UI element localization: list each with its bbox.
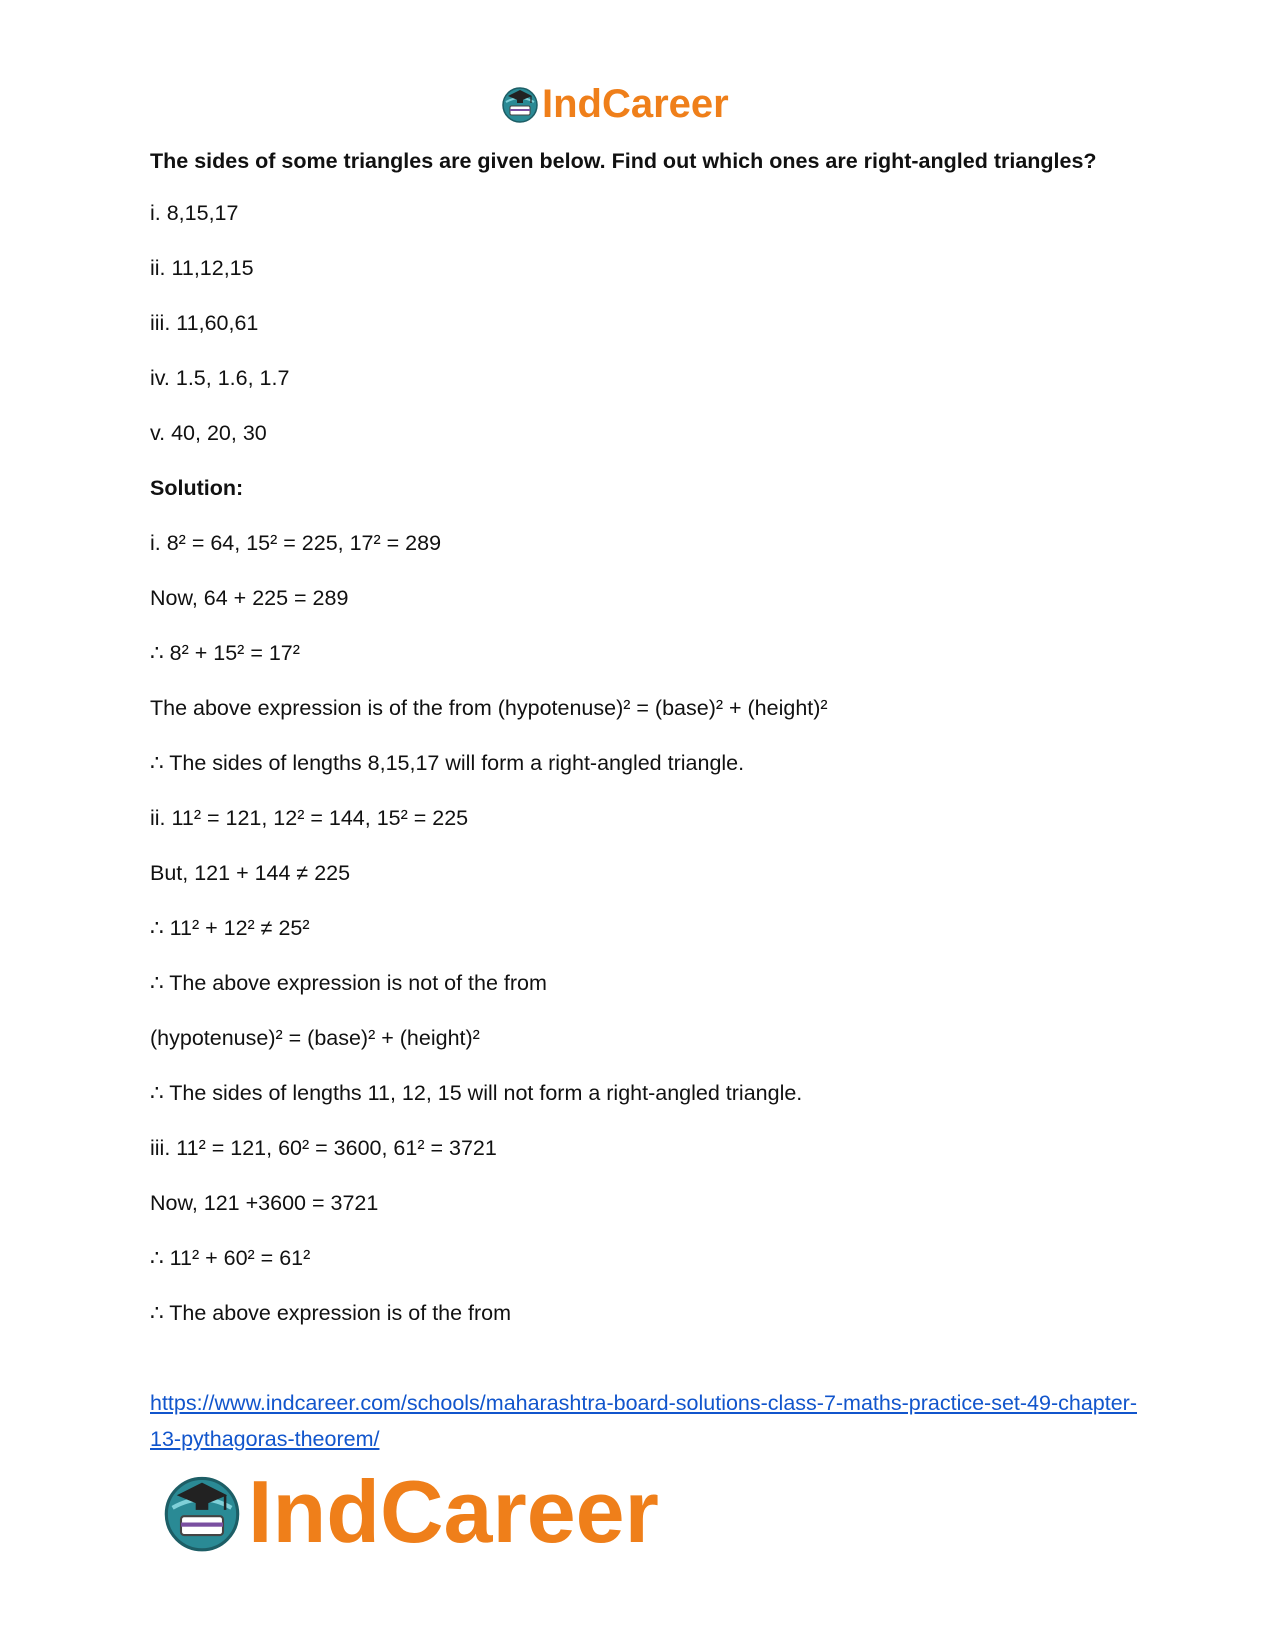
- option-line: i. 8,15,17: [150, 201, 239, 225]
- solution-line: i. 8² = 64, 15² = 225, 17² = 289: [150, 531, 442, 555]
- solution-line: (hypotenuse)² = (base)² + (height)²: [150, 1026, 480, 1050]
- solution-content: [150, 146, 1130, 1353]
- option-line: v. 40, 20, 30: [150, 421, 267, 445]
- solution-line: ∴ 11² + 60² = 61²: [150, 1246, 311, 1270]
- solution-line: ∴ The above expression is not of the from: [150, 971, 547, 995]
- solution-line: ∴ The sides of lengths 11, 12, 15 will not form a right-angled triangle.: [150, 1081, 803, 1105]
- header-logo-text: IndCareer: [542, 82, 729, 126]
- source-link[interactable]: https://www.indcareer.com/schools/maharashtra-board-solutions-class-7-maths-practice-set-49-chapter-13-pythagoras-theorem/: [150, 1391, 1137, 1451]
- question-heading: The sides of some triangles are given below. Find out which ones are right-angled triangles?: [150, 149, 1097, 173]
- solution-line: But, 121 + 144 ≠ 225: [150, 861, 351, 885]
- solution-line: ∴ 11² + 12² ≠ 25²: [150, 916, 310, 940]
- graduation-globe-icon: [160, 1470, 244, 1554]
- option-line: ii. 11,12,15: [150, 256, 254, 280]
- footer-logo-text: IndCareer: [248, 1462, 659, 1561]
- option-line: iii. 11,60,61: [150, 311, 259, 335]
- solution-line: ∴ The sides of lengths 8,15,17 will form a right-angled triangle.: [150, 751, 745, 775]
- footer-logo: [160, 1462, 700, 1561]
- solution-line: Now, 64 + 225 = 289: [150, 586, 349, 610]
- solution-line: iii. 11² = 121, 60² = 3600, 61² = 3721: [150, 1136, 497, 1160]
- solution-line: Now, 121 +3600 = 3721: [150, 1191, 379, 1215]
- solution-line: ∴ 8² + 15² = 17²: [150, 641, 300, 665]
- solution-line: ∴ The above expression is of the from: [150, 1301, 512, 1325]
- solution-heading: Solution:: [150, 476, 244, 500]
- solution-line: The above expression is of the from (hypotenuse)² = (base)² + (height)²: [150, 696, 828, 720]
- graduation-globe-icon: [500, 84, 540, 124]
- header-logo: [500, 80, 770, 128]
- solution-line: ii. 11² = 121, 12² = 144, 15² = 225: [150, 806, 469, 830]
- option-line: iv. 1.5, 1.6, 1.7: [150, 366, 290, 390]
